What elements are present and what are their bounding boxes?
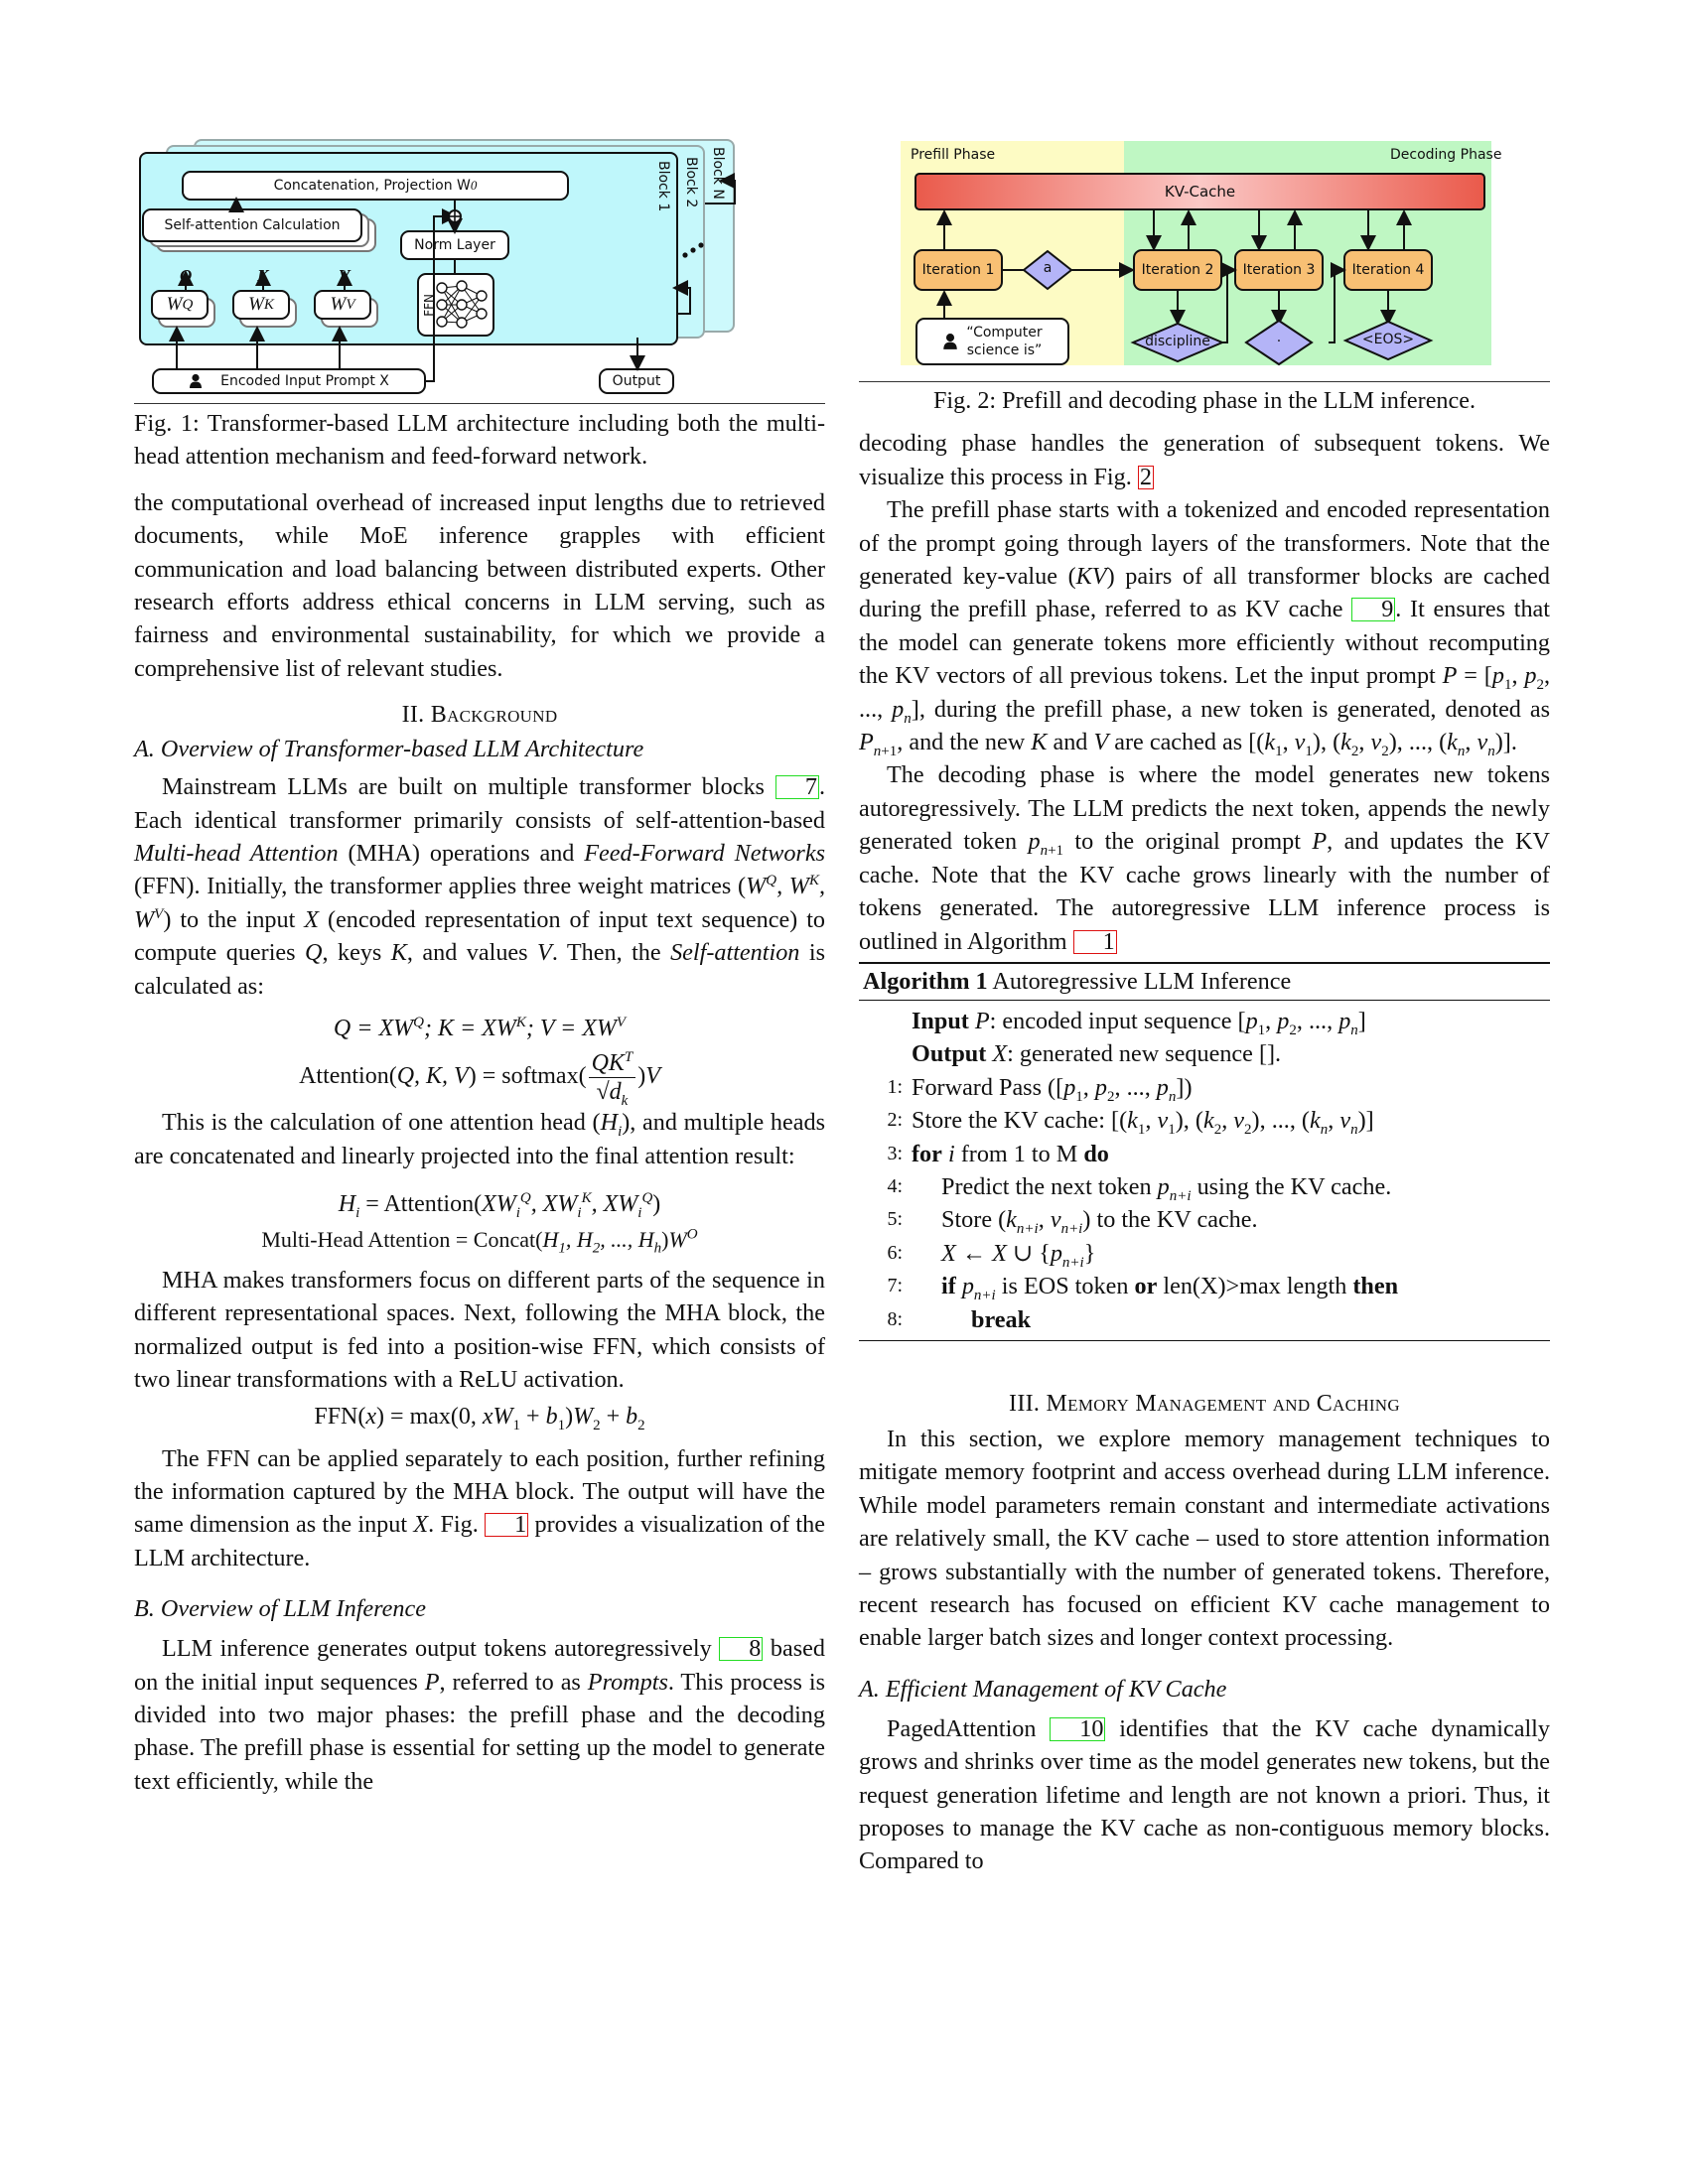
iteration-4-box: Iteration 4 [1343, 249, 1433, 291]
prefill-phase-label: Prefill Phase [911, 147, 996, 163]
k-label: K [257, 266, 269, 285]
user-icon [189, 373, 203, 389]
section-2-heading: II. Background [401, 702, 558, 729]
paragraph-decoding-intro: decoding phase handles the generation of subsequent tokens. We visualize this process in Fig. 2 [859, 430, 1550, 490]
token-dot-label: . [1276, 330, 1282, 345]
token-a-label: a [1043, 260, 1053, 276]
concat-projection-box: Concatenation, Projection W 0 [182, 171, 569, 201]
token-discipline-label: discipline [1145, 334, 1210, 349]
self-attention-box: Self-attention Calculation [142, 208, 362, 242]
subsection-3a-heading: A. Efficient Management of KV Cache [859, 1675, 1227, 1703]
figure-1 [134, 139, 825, 395]
iteration-2-box: Iteration 2 [1133, 249, 1222, 291]
wq-box: W Q [151, 290, 209, 320]
algorithm-line-3: 3: for i from 1 to M do [887, 1140, 1109, 1167]
norm-layer-box: Norm Layer [400, 230, 509, 260]
algorithm-line-1: 1: Forward Pass ([$p_1$, $p_2$, ..., $p_n$]) [887, 1073, 1193, 1105]
paragraph-llm-inference: LLM inference generates output tokens autoregressively 8 based on the initial input sequences P, referred to as Prompts. This process is divided into two major phases: the prefill phase and the decoding phase. The prefill phase is essential for setting up the model to generate text efficiently, while the [134, 1635, 826, 1795]
equation-head: $H_i$ = $Attention(XW_i^Q$, $XW_i^K$, $XW_i^Q$) [338, 1189, 661, 1221]
subsection-a-heading: A. Overview of Transformer-based LLM Architecture [134, 736, 644, 763]
equation-attention: Attention(Q, K, V) = softmax( $\frac{QK^T}{√d_k}$ )V [299, 1049, 660, 1109]
iteration-3-box: Iteration 3 [1234, 249, 1324, 291]
decoding-phase-label: Decoding Phase [1390, 147, 1502, 163]
citation-10[interactable]: 10 [1050, 1717, 1105, 1741]
paragraph-mha: MHA makes transformers focus on different parts of the sequence in different representational spaces. Next, following the MHA block, the normalized output is fed into a position-wise FFN, which consists of two linear transformations with a ReLU activation. [134, 1266, 825, 1394]
encoded-input-prompt-box: Encoded Input Prompt X [152, 368, 426, 394]
block-1-label: Block 1 [655, 161, 671, 212]
algorithm-1-title: Algorithm 1 Autoregressive LLM Inference [859, 964, 1550, 1001]
block-2-label: Block 2 [683, 157, 699, 208]
paragraph-ffn: The FFN can be applied separately to each position, further refining the information captured by the MHA block. The output will have the same dimension as the input X. Fig. 1 provides a visualization of the LLM architecture. [134, 1444, 825, 1571]
wk-box: W K [232, 290, 290, 320]
figure-1-reference[interactable]: 1 [485, 1513, 528, 1537]
wv-box: W V [314, 290, 371, 320]
paragraph-transformer-overview: Mainstream LLMs are built on multiple transformer blocks 7. Each identical transformer primarily consists of self-attention-based Multi-head Attention (MHA) operations and Feed-Forward Networks (FFN). Initially, the transformer applies three weight matrices ($W^Q$, $W^K$, $W^V$) to the input X (encoded representation of input text sequence) to compute queries Q, keys K, and values V. Then, the Self-attention is calculated as: [134, 773, 826, 1000]
figure-2-reference[interactable]: 2 [1139, 463, 1152, 490]
paragraph-paged-attention: PagedAttention 10 identifies that the KV cache dynamically grows and shrinks over time as the model generates new tokens, but the request generation lifetime and length are not known a priori. Thus, it proposes to manage the KV cache as non-contiguous memory blocks. Compared to [859, 1714, 1550, 1875]
citation-8[interactable]: 8 [719, 1637, 763, 1661]
paragraph-prefill-phase: The prefill phase starts with a tokenized and encoded representation of the prompt going through layers of the transformers. Note that the generated key-value (KV) pairs of all transformer blocks are cached during the prefill phase, referred to as KV cache 9. It ensures that the model can generate tokens more efficiently without recomputing the KV vectors of all previous tokens. Let the input prompt $P = [p_1$, $p_2$, ..., $p_n$], during the prefill phase, a new token is generated, denoted as $P_{n+1}$, and the new K and V are cached as [($k_1$, $v_1$), ($k_2$, $v_2$), ..., ($k_n$, $v_n$)]. [859, 496, 1551, 759]
paragraph-memory-management: In this section, we explore memory management techniques to mitigate memory footprint and access overhead during LLM inference. While model parameters remain constant and intermediate activations are relatively small, the KV cache – used to store attention information – grows substantially with the number of generated tokens. Therefore, recent research has focused on efficient KV cache management to enable larger batch sizes and longer context processing. [859, 1425, 1550, 1652]
figure-1-rule [134, 403, 825, 404]
citation-9[interactable]: 9 [1351, 598, 1395, 621]
algorithm-line-2: 2: Store the KV cache: [($k_1$, $v_1$), ($k_2$, $v_2$), ..., ($k_n$, $v_n$)] [887, 1107, 1374, 1138]
citation-7[interactable]: 7 [775, 775, 819, 799]
algorithm-line-5: 5: Store ($k_{n+i}$, $v_{n+i}$) to the KV cache. [887, 1206, 1258, 1238]
algorithm-line-8: 8: break [887, 1305, 1032, 1333]
prompt-box: “Computer science is” [915, 318, 1069, 365]
algorithm-line-4: 4: Predict the next token $p_{n+i}$ using the KV cache. [887, 1172, 1392, 1204]
equation-qkv: $Q = XW^Q$; $K = XW^K$; $V = XW^V$ [333, 1015, 627, 1042]
equation-ffn: FFN(x) = max(0, $xW_1 + b_1)W_2 + b_2$ [314, 1403, 645, 1433]
neural-network-icon [434, 278, 490, 332]
algorithm-line-6: 6: X ← X ∪ $\{p_{n+i}\}$ [887, 1239, 1096, 1271]
right-column [859, 139, 1550, 1878]
algorithm-1-reference[interactable]: 1 [1073, 930, 1117, 954]
v-label: V [339, 266, 351, 285]
intro-paragraph: the computational overhead of increased input lengths due to retrieved documents, while MoE inference grapples with efficient communication and load balancing between distributed experts. Other research efforts address ethical concerns in LLM serving, such as fairness and environmental sustainability, for which we provide a comprehensive list of relevant studies. [134, 488, 825, 682]
subsection-b-heading: B. Overview of LLM Inference [134, 1595, 426, 1623]
algorithm-input: Input P: encoded input sequence [$p_1$, $p_2$, ..., $p_n$] [912, 1007, 1366, 1038]
block-n-label: Block N [710, 147, 726, 200]
figure-2-caption: Fig. 2: Prefill and decoding phase in the LLM inference. [932, 387, 1477, 414]
algorithm-line-7: 7: if $p_{n+i}$ is EOS token or len(X)>max length then [887, 1273, 1399, 1303]
figure-1-caption: Fig. 1: Transformer-based LLM architecture including both the multi-head attention mechanism and feed-forward network. [134, 410, 825, 471]
kv-cache-bar: KV-Cache [914, 173, 1485, 210]
algorithm-output: Output X: generated new sequence []. [912, 1040, 1282, 1068]
ffn-label: FFN [422, 293, 436, 317]
left-column [134, 139, 825, 1798]
q-label: Q [180, 266, 193, 285]
paragraph-attention-head: This is the calculation of one attention head $(H_i)$, and multiple heads are concatenated and linearly projected into the final attention result: [134, 1109, 825, 1169]
ffn-box [417, 273, 494, 337]
iteration-1-box: Iteration 1 [914, 249, 1003, 291]
equation-multihead: Multi-Head Attention = $Concat(H_1$, $H_2$, ..., $H_h)W^O$ [261, 1226, 698, 1257]
section-3-heading: III. Memory Management and Caching [1009, 1390, 1400, 1417]
algorithm-1 [859, 962, 1550, 1341]
figure-2-rule [859, 381, 1550, 382]
figure-2 [859, 139, 1550, 369]
paragraph-decoding-phase: The decoding phase is where the model generates new tokens autoregressively. The LLM predicts the next token, appends the newly generated token $p_{n+1}$ to the original prompt P, and updates the KV cache. Note that the KV cache grows linearly with the number of tokens generated. The autoregressive LLM inference process is outlined in Algorithm 1 [859, 761, 1550, 955]
output-box: Output [599, 368, 674, 394]
token-eos-label: <EOS> [1361, 332, 1415, 347]
